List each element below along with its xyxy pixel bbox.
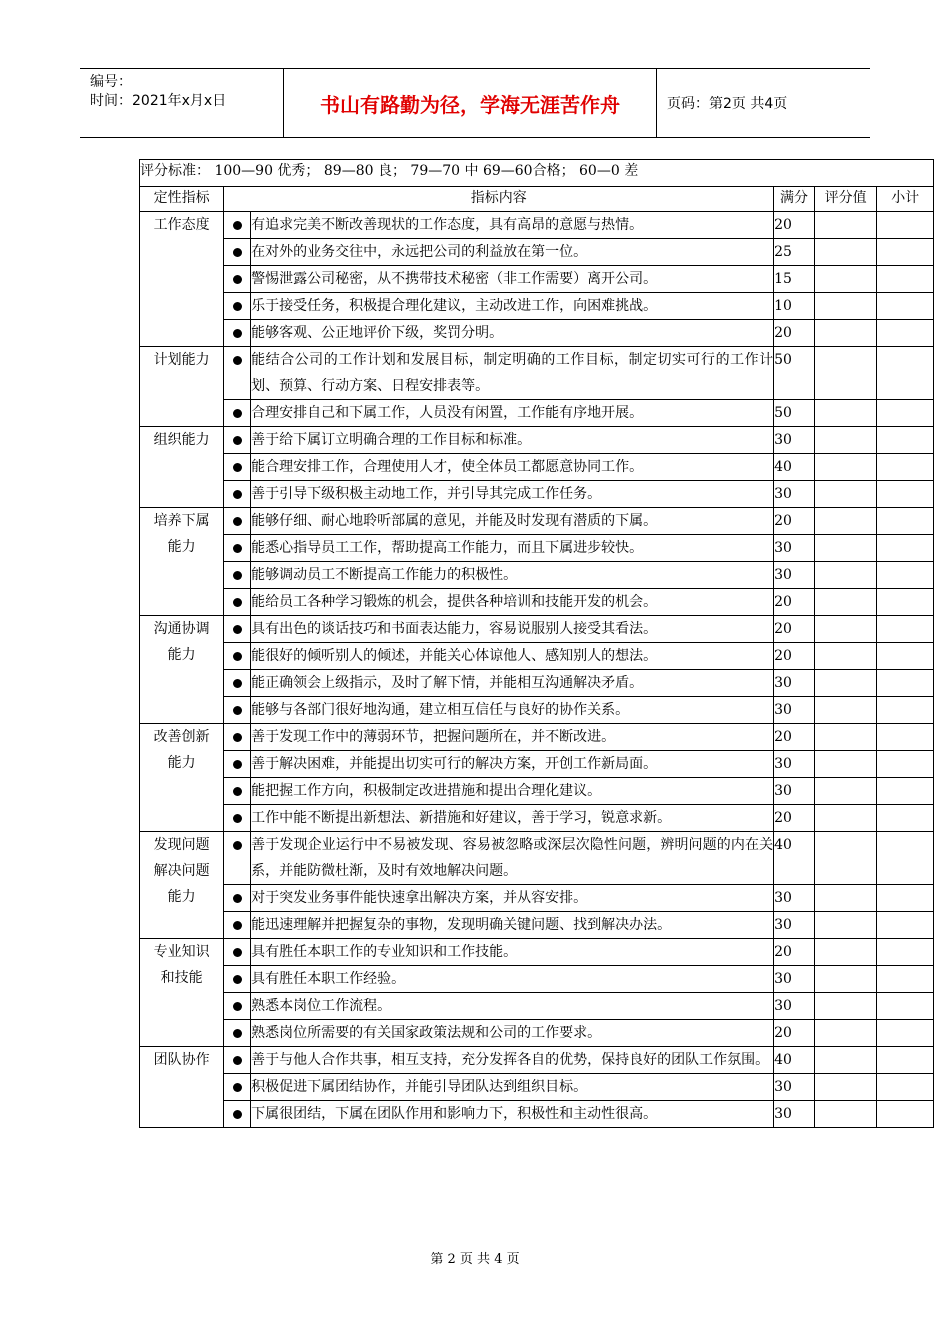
item-text: 对于突发业务事件能快速拿出解决方案，并从容安排。 <box>251 885 774 912</box>
item-text: 善于引导下级积极主动地工作，并引导其完成工作任务。 <box>251 481 774 508</box>
table-row <box>140 1020 934 1047</box>
bullet-icon <box>233 948 242 957</box>
table-row <box>140 400 934 427</box>
bullet-cell <box>224 1074 251 1101</box>
header-page-info: 页码：第2页 共4页 <box>667 96 788 112</box>
max-score: 30 <box>774 966 815 993</box>
bullet-icon <box>233 517 242 526</box>
score-cell[interactable] <box>814 832 877 885</box>
bullet-cell <box>224 347 251 400</box>
max-score: 30 <box>774 562 815 589</box>
table-row <box>140 616 934 643</box>
bullet-icon <box>233 894 242 903</box>
subtotal-cell[interactable] <box>877 320 934 347</box>
table-row <box>140 1101 934 1128</box>
item-text: 有追求完美不断改善现状的工作态度，具有高昂的意愿与热情。 <box>251 212 774 239</box>
max-score: 20 <box>774 320 815 347</box>
item-text: 能给员工各种学习锻炼的机会，提供各种培训和技能开发的机会。 <box>251 589 774 616</box>
max-score: 50 <box>774 400 815 427</box>
max-score: 30 <box>774 778 815 805</box>
subtotal-cell[interactable] <box>877 832 934 885</box>
subtotal-cell[interactable] <box>877 266 934 293</box>
table-row <box>140 454 934 481</box>
bullet-icon <box>233 760 242 769</box>
bullet-icon <box>233 221 242 230</box>
bullet-cell <box>224 616 251 643</box>
item-text: 能悉心指导员工工作，帮助提高工作能力，而且下属进步较快。 <box>251 535 774 562</box>
bullet-icon <box>233 625 242 634</box>
max-score: 40 <box>774 832 815 885</box>
table-row <box>140 993 934 1020</box>
score-cell[interactable] <box>814 697 877 724</box>
table-row <box>140 266 934 293</box>
score-cell[interactable] <box>814 347 877 400</box>
bullet-cell <box>224 939 251 966</box>
bullet-cell <box>224 427 251 454</box>
subtotal-cell[interactable] <box>877 239 934 266</box>
table-row <box>140 212 934 239</box>
table-row <box>140 347 934 400</box>
score-cell[interactable] <box>814 239 877 266</box>
score-cell[interactable] <box>814 1047 877 1074</box>
score-cell[interactable] <box>814 562 877 589</box>
bullet-cell <box>224 535 251 562</box>
header-subtotal: 小计 <box>877 187 934 212</box>
subtotal-cell[interactable] <box>877 1020 934 1047</box>
category-name: 发现问题 解决问题 能力 <box>140 832 224 939</box>
table-row <box>140 481 934 508</box>
item-text: 工作中能不断提出新想法、新措施和好建议，善于学习，锐意求新。 <box>251 805 774 832</box>
item-text: 能迅速理解并把握复杂的事物，发现明确关键问题、找到解决办法。 <box>251 912 774 939</box>
bullet-cell <box>224 724 251 751</box>
bullet-cell <box>224 993 251 1020</box>
max-score: 30 <box>774 993 815 1020</box>
score-cell[interactable] <box>814 320 877 347</box>
score-cell[interactable] <box>814 885 877 912</box>
bullet-icon <box>233 787 242 796</box>
item-text: 善于解决困难，并能提出切实可行的解决方案，开创工作新局面。 <box>251 751 774 778</box>
time-label: 时间：2021年x月x日 <box>90 93 227 109</box>
max-score: 40 <box>774 454 815 481</box>
bullet-cell <box>224 1047 251 1074</box>
max-score: 25 <box>774 239 815 266</box>
bullet-cell <box>224 400 251 427</box>
subtotal-cell[interactable] <box>877 400 934 427</box>
header-category: 定性指标 <box>140 187 224 212</box>
table-row <box>140 643 934 670</box>
score-cell[interactable] <box>814 400 877 427</box>
max-score: 30 <box>774 481 815 508</box>
bullet-cell <box>224 239 251 266</box>
page-header <box>80 68 870 138</box>
item-text: 能把握工作方向，积极制定改进措施和提出合理化建议。 <box>251 778 774 805</box>
bullet-cell <box>224 670 251 697</box>
table-row <box>140 912 934 939</box>
score-cell[interactable] <box>814 724 877 751</box>
bullet-cell <box>224 481 251 508</box>
scoring-standard: 评分标准： 100—90 优秀； 89—80 良； 79—70 中 69—60合格； 60—0 差 <box>140 160 934 187</box>
subtotal-cell[interactable] <box>877 454 934 481</box>
max-score: 50 <box>774 347 815 400</box>
score-cell[interactable] <box>814 966 877 993</box>
item-text: 能够调动员工不断提高工作能力的积极性。 <box>251 562 774 589</box>
item-text: 善于与他人合作共事，相互支持，充分发挥各自的优势，保持良好的团队工作氛围。 <box>251 1047 774 1074</box>
bullet-icon <box>233 544 242 553</box>
table-row <box>140 535 934 562</box>
bullet-icon <box>233 275 242 284</box>
subtotal-cell[interactable] <box>877 724 934 751</box>
table-row <box>140 778 934 805</box>
evaluation-table <box>139 159 934 1128</box>
header-max: 满分 <box>774 187 815 212</box>
table-row <box>140 1047 934 1074</box>
max-score: 30 <box>774 1101 815 1128</box>
bullet-icon <box>233 356 242 365</box>
bullet-icon <box>233 975 242 984</box>
score-cell[interactable] <box>814 454 877 481</box>
category-name: 计划能力 <box>140 347 224 427</box>
category-name: 培养下属 能力 <box>140 508 224 616</box>
item-text: 能够仔细、耐心地聆听部属的意见，并能及时发现有潜质的下属。 <box>251 508 774 535</box>
bullet-icon <box>233 733 242 742</box>
score-cell[interactable] <box>814 643 877 670</box>
score-cell[interactable] <box>814 293 877 320</box>
max-score: 30 <box>774 427 815 454</box>
bullet-cell <box>224 320 251 347</box>
subtotal-cell[interactable] <box>877 293 934 320</box>
bullet-icon <box>233 598 242 607</box>
score-cell[interactable] <box>814 670 877 697</box>
table-header-row <box>140 187 934 212</box>
max-score: 30 <box>774 535 815 562</box>
max-score: 20 <box>774 643 815 670</box>
bullet-icon <box>233 490 242 499</box>
subtotal-cell[interactable] <box>877 912 934 939</box>
bullet-cell <box>224 1020 251 1047</box>
max-score: 20 <box>774 616 815 643</box>
max-score: 30 <box>774 751 815 778</box>
subtotal-cell[interactable] <box>877 481 934 508</box>
item-text: 具有胜任本职工作的专业知识和工作技能。 <box>251 939 774 966</box>
bullet-icon <box>233 436 242 445</box>
bullet-icon <box>233 679 242 688</box>
item-text: 能合理安排工作，合理使用人才，使全体员工都愿意协同工作。 <box>251 454 774 481</box>
bullet-icon <box>233 841 242 850</box>
score-cell[interactable] <box>814 616 877 643</box>
item-text: 乐于接受任务，积极提合理化建议，主动改进工作，向困难挑战。 <box>251 293 774 320</box>
subtotal-cell[interactable] <box>877 751 934 778</box>
max-score: 30 <box>774 1074 815 1101</box>
bullet-icon <box>233 302 242 311</box>
item-text: 能正确领会上级指示，及时了解下情，并能相互沟通解决矛盾。 <box>251 670 774 697</box>
score-cell[interactable] <box>814 1074 877 1101</box>
max-score: 20 <box>774 589 815 616</box>
bullet-cell <box>224 293 251 320</box>
table-row <box>140 1074 934 1101</box>
item-text: 具有出色的谈话技巧和书面表达能力，容易说服别人接受其看法。 <box>251 616 774 643</box>
header-score: 评分值 <box>814 187 877 212</box>
table-row <box>140 320 934 347</box>
bullet-icon <box>233 814 242 823</box>
table-row <box>140 508 934 535</box>
item-text: 善于给下属订立明确合理的工作目标和标准。 <box>251 427 774 454</box>
bullet-icon <box>233 248 242 257</box>
bullet-icon <box>233 1083 242 1092</box>
score-cell[interactable] <box>814 212 877 239</box>
category-name: 工作态度 <box>140 212 224 347</box>
subtotal-cell[interactable] <box>877 643 934 670</box>
number-label: 编号： <box>90 74 132 90</box>
subtotal-cell[interactable] <box>877 562 934 589</box>
bullet-cell <box>224 212 251 239</box>
max-score: 30 <box>774 697 815 724</box>
score-cell[interactable] <box>814 778 877 805</box>
header-slogan: 书山有路勤为径，学海无涯苦作舟 <box>284 69 657 137</box>
subtotal-cell[interactable] <box>877 1047 934 1074</box>
max-score: 20 <box>774 805 815 832</box>
bullet-cell <box>224 589 251 616</box>
table-row <box>140 832 934 885</box>
table-row <box>140 966 934 993</box>
bullet-icon <box>233 463 242 472</box>
subtotal-cell[interactable] <box>877 697 934 724</box>
bullet-cell <box>224 805 251 832</box>
bullet-cell <box>224 643 251 670</box>
item-text: 熟悉本岗位工作流程。 <box>251 993 774 1020</box>
score-cell[interactable] <box>814 1101 877 1128</box>
table-row <box>140 293 934 320</box>
bullet-icon <box>233 1002 242 1011</box>
table-row <box>140 589 934 616</box>
category-name: 专业知识 和技能 <box>140 939 224 1047</box>
score-cell[interactable] <box>814 266 877 293</box>
table-row <box>140 751 934 778</box>
bullet-cell <box>224 885 251 912</box>
max-score: 10 <box>774 293 815 320</box>
table-row <box>140 724 934 751</box>
max-score: 20 <box>774 508 815 535</box>
score-cell[interactable] <box>814 993 877 1020</box>
bullet-icon <box>233 1110 242 1119</box>
category-name: 沟通协调 能力 <box>140 616 224 724</box>
max-score: 20 <box>774 212 815 239</box>
table-row <box>140 670 934 697</box>
item-text: 下属很团结，下属在团队作用和影响力下，积极性和主动性很高。 <box>251 1101 774 1128</box>
max-score: 30 <box>774 885 815 912</box>
max-score: 30 <box>774 912 815 939</box>
subtotal-cell[interactable] <box>877 427 934 454</box>
table-row <box>140 805 934 832</box>
table-row <box>140 427 934 454</box>
page-footer: 第 2 页 共 4 页 <box>430 1252 520 1267</box>
table-row <box>140 939 934 966</box>
bullet-cell <box>224 266 251 293</box>
table-row <box>140 562 934 589</box>
bullet-icon <box>233 1056 242 1065</box>
subtotal-cell[interactable] <box>877 1101 934 1128</box>
bullet-cell <box>224 751 251 778</box>
header-content: 指标内容 <box>224 187 774 212</box>
item-text: 熟悉岗位所需要的有关国家政策法规和公司的工作要求。 <box>251 1020 774 1047</box>
bullet-cell <box>224 562 251 589</box>
bullet-icon <box>233 329 242 338</box>
subtotal-cell[interactable] <box>877 508 934 535</box>
score-cell[interactable] <box>814 912 877 939</box>
bullet-icon <box>233 652 242 661</box>
subtotal-cell[interactable] <box>877 966 934 993</box>
max-score: 20 <box>774 1020 815 1047</box>
bullet-icon <box>233 1029 242 1038</box>
category-name: 团队协作 <box>140 1047 224 1128</box>
bullet-cell <box>224 966 251 993</box>
bullet-cell <box>224 832 251 885</box>
score-cell[interactable] <box>814 427 877 454</box>
table-row <box>140 239 934 266</box>
bullet-cell <box>224 697 251 724</box>
subtotal-cell[interactable] <box>877 535 934 562</box>
subtotal-cell[interactable] <box>877 939 934 966</box>
subtotal-cell[interactable] <box>877 589 934 616</box>
max-score: 40 <box>774 1047 815 1074</box>
header-meta <box>80 69 284 137</box>
bullet-icon <box>233 409 242 418</box>
score-cell[interactable] <box>814 508 877 535</box>
bullet-cell <box>224 912 251 939</box>
item-text: 警惕泄露公司秘密，从不携带技术秘密（非工作需要）离开公司。 <box>251 266 774 293</box>
item-text: 能很好的倾听别人的倾述，并能关心体谅他人、感知别人的想法。 <box>251 643 774 670</box>
table-row <box>140 885 934 912</box>
score-cell[interactable] <box>814 751 877 778</box>
max-score: 15 <box>774 266 815 293</box>
table-row <box>140 697 934 724</box>
subtotal-cell[interactable] <box>877 993 934 1020</box>
max-score: 20 <box>774 939 815 966</box>
subtotal-cell[interactable] <box>877 616 934 643</box>
item-text: 善于发现企业运行中不易被发现、容易被忽略或深层次隐性问题，辨明问题的内在关系，并能防微杜渐，及时有效地解决问题。 <box>251 832 774 885</box>
category-name: 改善创新 能力 <box>140 724 224 832</box>
subtotal-cell[interactable] <box>877 670 934 697</box>
subtotal-cell[interactable] <box>877 347 934 400</box>
item-text: 能结合公司的工作计划和发展目标，制定明确的工作目标，制定切实可行的工作计划、预算、行动方案、日程安排表等。 <box>251 347 774 400</box>
score-cell[interactable] <box>814 805 877 832</box>
subtotal-cell[interactable] <box>877 212 934 239</box>
item-text: 合理安排自己和下属工作，人员没有闲置，工作能有序地开展。 <box>251 400 774 427</box>
item-text: 善于发现工作中的薄弱环节，把握问题所在，并不断改进。 <box>251 724 774 751</box>
item-text: 能够与各部门很好地沟通，建立相互信任与良好的协作关系。 <box>251 697 774 724</box>
subtotal-cell[interactable] <box>877 778 934 805</box>
subtotal-cell[interactable] <box>877 805 934 832</box>
max-score: 20 <box>774 724 815 751</box>
score-cell[interactable] <box>814 939 877 966</box>
score-cell[interactable] <box>814 589 877 616</box>
scoring-standard-row <box>140 160 934 187</box>
bullet-cell <box>224 778 251 805</box>
score-cell[interactable] <box>814 1020 877 1047</box>
bullet-cell <box>224 454 251 481</box>
subtotal-cell[interactable] <box>877 1074 934 1101</box>
score-cell[interactable] <box>814 481 877 508</box>
item-text: 积极促进下属团结协作，并能引导团队达到组织目标。 <box>251 1074 774 1101</box>
bullet-icon <box>233 571 242 580</box>
item-text: 具有胜任本职工作经验。 <box>251 966 774 993</box>
score-cell[interactable] <box>814 535 877 562</box>
bullet-icon <box>233 921 242 930</box>
item-text: 能够客观、公正地评价下级，奖罚分明。 <box>251 320 774 347</box>
max-score: 30 <box>774 670 815 697</box>
bullet-icon <box>233 706 242 715</box>
bullet-cell <box>224 1101 251 1128</box>
bullet-cell <box>224 508 251 535</box>
item-text: 在对外的业务交往中，永远把公司的利益放在第一位。 <box>251 239 774 266</box>
category-name: 组织能力 <box>140 427 224 508</box>
subtotal-cell[interactable] <box>877 885 934 912</box>
